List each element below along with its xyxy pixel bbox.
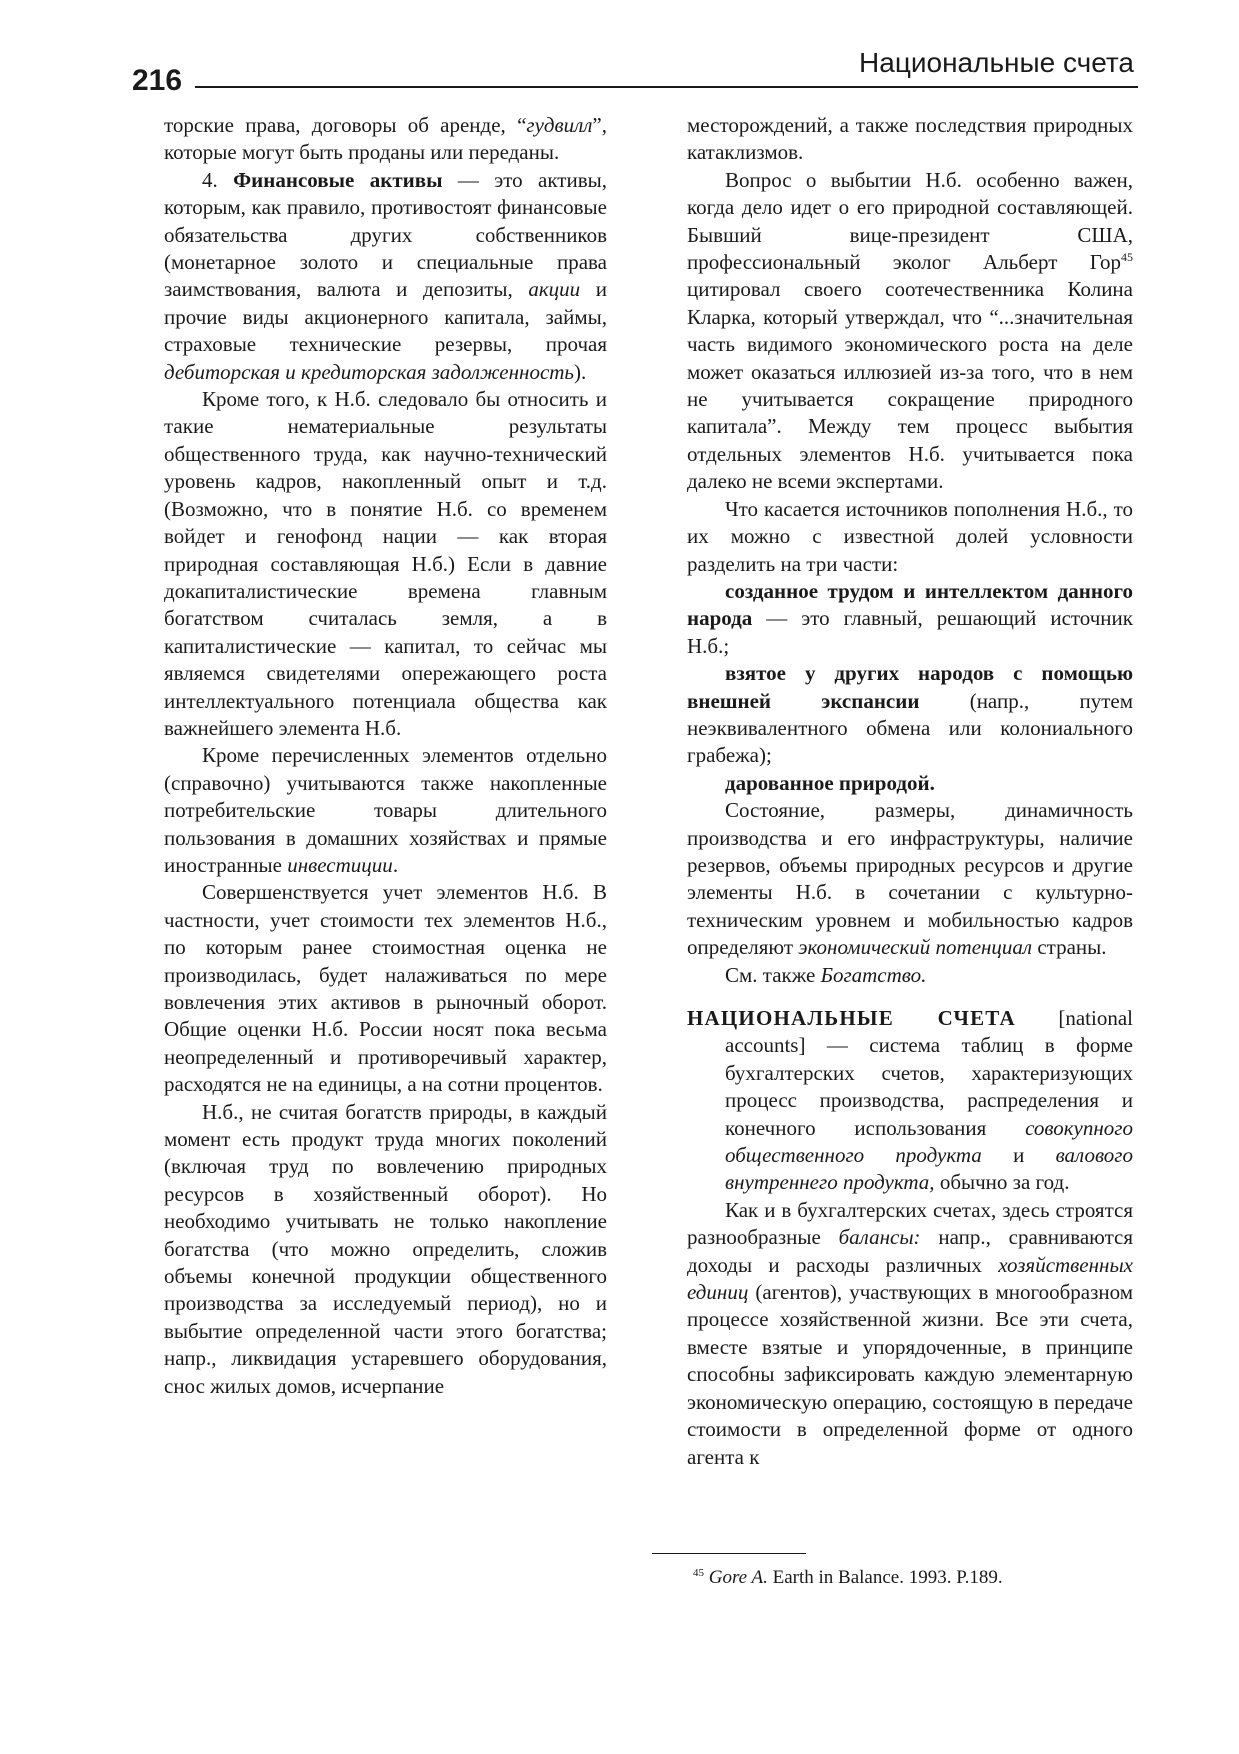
paragraph <box>687 797 1133 961</box>
text: торские права, договоры об аренде, “ <box>164 113 527 137</box>
italic-term: дебиторская и кредиторская задолженность <box>164 359 574 384</box>
text: ). <box>573 359 587 384</box>
italic-term: валового внутреннего продукта, <box>725 1143 1133 1195</box>
footnote <box>693 1566 1003 1590</box>
footnote-author: Gore A. <box>708 1567 768 1588</box>
paragraph: месторождений, а также последствия природных катаклизмов. <box>687 113 1133 165</box>
text: и <box>981 1143 1056 1168</box>
italic-term: совокупного общественного продукта <box>725 1115 1133 1168</box>
text: — это главный, решающий источник Н.б.; <box>687 606 1133 658</box>
paragraph: Кроме того, к Н.б. следовало бы относить и такие нематериальные результаты общественного труда, как научно-технический уровень кадров, накопленный опыт и т.д. (Возможно, что в понятие Н.б. со временем войдет и генофонд нации — как вторая природная составляющая Н.б.) Если в давние докапиталистические времена главным богатством считалась земля, а в капиталистические — капитал, то сейчас мы являемся свидетелями опережающего роста интеллектуального потенциала общества как важнейшего элемента Н.б. <box>164 387 607 740</box>
text: страны. <box>1032 935 1107 960</box>
footnote-reference: 45 <box>1121 250 1133 265</box>
paragraph <box>164 167 607 386</box>
entry-headword: НАЦИОНАЛЬНЫЕ СЧЕТА <box>687 1006 1016 1030</box>
text: цитировал своего соотечественника Колина Кларка, который утверждал, что “...значительная часть видимого экономического роста на деле может оказаться иллюзией из-за того, что в нем не учитывается сокращение природного капитала”. Между тем процесс выбытия отдельных элементов Н.б. учитывается пока далеко не всеми экспертами. <box>687 277 1133 494</box>
paragraph: Совершенствуется учет элементов Н.б. В частности, учет стоимости тех элементов Н.б., по которым ранее стоимостная оценка не производилась, будет налаживаться по мере вовлечения этих активов в рыночный оборот. Общие оценки Н.б. России носят пока весьма неопределенный и противоречивый характер, расходятся не на единицы, а на сотни процентов. <box>164 880 607 1097</box>
text: (напр., путем неэквивалентного обмена или колониального грабежа); <box>687 688 1133 768</box>
list-item <box>687 770 1133 797</box>
bold-term: дарованное природой. <box>725 770 935 795</box>
italic-term: гудвилл <box>526 113 593 137</box>
footnote-number: 45 <box>693 1567 704 1579</box>
italic-term: хозяйственных единиц <box>687 1252 1133 1305</box>
paragraph <box>687 1197 1133 1471</box>
text: — это активы, которым, как правило, противостоят финансовые обязательства других собственников (монетарное золото и специальные права заимствования, валюта и депозиты, <box>164 167 607 302</box>
italic-term: балансы: <box>838 1225 921 1250</box>
footnote-rule <box>652 1553 806 1554</box>
italic-term: акции <box>528 277 581 302</box>
text: Состояние, размеры, динамичность производства и его инфраструктуры, наличие резервов, объемы природных ресурсов и другие элементы Н.б. в сочетании с культурно-техническим уровнем и мобильностью кадров определяют <box>687 798 1133 960</box>
bold-term: Финансовые активы <box>233 167 443 192</box>
cross-reference: Богатство. <box>820 962 927 987</box>
text: обычно за год. <box>934 1170 1070 1195</box>
paragraph <box>687 167 1133 496</box>
paragraph <box>164 742 607 879</box>
paragraph: Что касается источников пополнения Н.б., то их можно с известной долей условности разделить на три части: <box>687 496 1133 576</box>
paragraph: Н.б., не считая богатств природы, в каждый момент есть продукт труда многих поколений (включая труд по вовлечению природных ресурсов в хозяйственный оборот). Но необходимо учитывать не только накопление богатства (что можно определить, сложив объемы конечной продукции общественного производства за исследуемый период), но и выбытие определенной части этого богатства; напр., ликвидация устаревшего оборудования, снос жилых домов, исчерпание <box>164 1099 607 1398</box>
header-rule <box>195 86 1138 88</box>
italic-term: инвестиции <box>287 852 393 877</box>
text: и прочие виды акционерного капитала, займы, страховые технические резервы, прочая <box>164 277 607 357</box>
text: напр., сравниваются доходы и расходы различных <box>687 1225 1133 1277</box>
running-title: Национальные счета <box>859 47 1134 78</box>
see-also <box>687 962 1133 989</box>
footnote-text: Earth in Balance. 1993. P.189. <box>767 1567 1003 1588</box>
text: (агентов), участвующих в многообразном процессе хозяйственной жизни. Все эти счета, вместе взятые и упорядоченные, в принципе способны зафиксировать каждую элементарную экономическую операцию, состоящую в передаче стоимости в определенной форме от одного агента к <box>687 1280 1133 1469</box>
text: . <box>392 852 399 877</box>
text: Кроме перечисленных элементов отдельно (справочно) учитываются также накопленные потребительские товары длительного пользования в домашних хозяйствах и прямые иностранные <box>164 743 607 877</box>
bold-term: созданное трудом и интеллектом данного народа <box>687 578 1133 631</box>
list-item <box>687 660 1133 770</box>
text: Вопрос о выбытии Н.б. особенно важен, когда дело идет о его природной составляющей. Бывший вице-президент США, профессиональный эколог Альберт Гор <box>687 167 1133 275</box>
left-column <box>164 112 607 1400</box>
bold-term: взятое у других народов с помощью внешней экспансии <box>687 661 1133 713</box>
right-column <box>687 112 1133 1471</box>
text: Как и в бухгалтерских счетах, здесь строятся разнообразные <box>687 1197 1133 1250</box>
text: ”, которые могут быть проданы или переданы. <box>164 113 607 165</box>
page-header <box>132 47 1138 97</box>
italic-term: экономический потенциал <box>798 935 1033 960</box>
dictionary-entry <box>687 1005 1133 1197</box>
item-number: 4. <box>202 167 234 192</box>
text: [national accounts] — система таблиц в форме бухгалтерских счетов, характеризующих процесс производства, распределения и конечного использования <box>725 1006 1133 1140</box>
page-number: 216 <box>132 64 183 97</box>
text: См. также <box>725 962 821 987</box>
list-item <box>687 578 1133 660</box>
paragraph <box>164 112 607 167</box>
